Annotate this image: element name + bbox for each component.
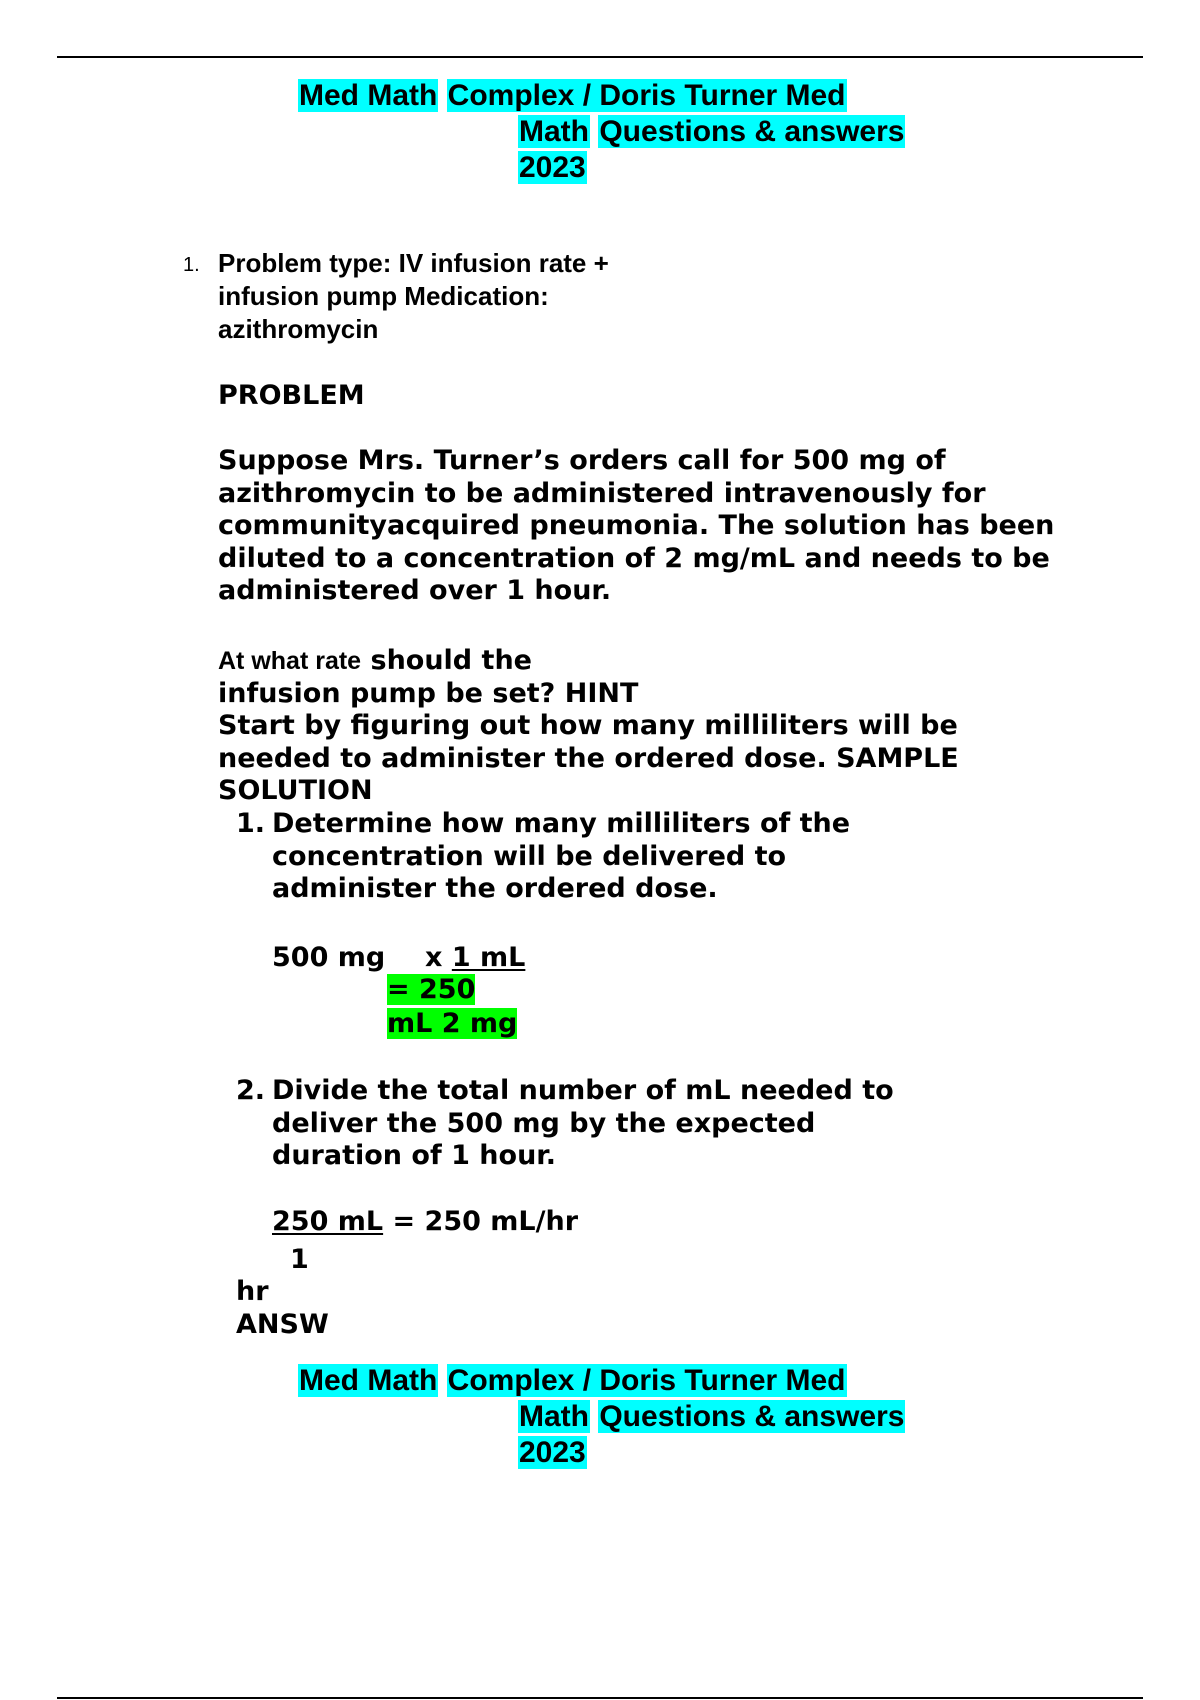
footer-title — [298, 1363, 938, 1471]
title-word: Math — [519, 115, 589, 148]
question-line: azithromycin — [218, 314, 379, 344]
step-line: Determine how many milliliters of the — [272, 808, 851, 839]
step-1-text — [272, 808, 850, 906]
problem-heading: PROBLEM — [218, 380, 365, 411]
step-2-text — [272, 1075, 894, 1173]
step-2-number: 2. — [236, 1075, 266, 1106]
problem-line: communityacquired pneumonia. The solution has been — [218, 510, 1055, 541]
answer-label: ANSW — [236, 1309, 329, 1340]
problem-line: Suppose Mrs. Turner’s orders call for 500 mg of — [218, 445, 946, 476]
prompt-line: Start by figuring out how many milliliters will be — [218, 710, 958, 741]
prompt-lead: At what rate — [218, 647, 362, 675]
prompt-rest: should the — [361, 645, 532, 676]
problem-line: diluted to a concentration of 2 mg/mL and needs to be — [218, 542, 1050, 574]
calc-result — [387, 973, 517, 1041]
problem-text — [218, 445, 1054, 608]
title-word: Questions & answers — [599, 1400, 905, 1433]
calc-factor: x 1 mL — [425, 942, 526, 973]
problem-line: administered over 1 hour. — [218, 575, 612, 606]
step-line: Divide the total number of mL needed to — [272, 1075, 894, 1106]
title-word: Med Math — [299, 79, 438, 112]
calc-factor-underlined: 1 mL — [451, 942, 526, 973]
title-word: Med Math — [299, 1364, 438, 1397]
result-line: = 250 — [387, 974, 476, 1005]
title-word: Math — [519, 1400, 589, 1433]
step-line: administer the ordered dose. — [272, 873, 718, 904]
document-title — [298, 78, 938, 186]
step-line: concentration will be delivered to — [272, 840, 787, 872]
prompt-line: SOLUTION — [218, 775, 373, 806]
question-line: infusion pump Medication: — [218, 281, 549, 311]
title-word: 2023 — [519, 1436, 586, 1469]
question-type — [218, 247, 609, 346]
title-word: Complex / Doris Turner Med — [447, 79, 846, 112]
result-line: mL 2 mg — [387, 1008, 518, 1039]
step-1-number: 1. — [236, 808, 266, 839]
title-word: Questions & answers — [599, 115, 905, 148]
prompt-line: needed to administer the ordered dose. SAMPLE — [218, 742, 959, 774]
calc-denominator: 1 — [290, 1244, 309, 1275]
calc-unit: hr — [236, 1276, 269, 1307]
problem-line: azithromycin to be administered intravenously for — [218, 477, 986, 509]
step-line: deliver the 500 mg by the expected — [272, 1107, 816, 1139]
step-line: duration of 1 hour. — [272, 1140, 557, 1171]
calc-rate: 250 mL = 250 mL/hr — [272, 1206, 579, 1237]
title-word: Complex / Doris Turner Med — [447, 1364, 846, 1397]
question-number: 1. — [183, 254, 200, 276]
calc-numerator: 250 mL — [272, 1206, 384, 1237]
bottom-rule — [57, 1697, 1143, 1699]
prompt-line: infusion pump be set? HINT — [218, 677, 639, 709]
title-word: 2023 — [519, 151, 586, 184]
calc-dose: 500 mg — [272, 942, 386, 973]
question-prompt — [218, 645, 959, 808]
question-line: Problem type: IV infusion rate + — [218, 248, 609, 278]
top-rule — [57, 56, 1143, 58]
